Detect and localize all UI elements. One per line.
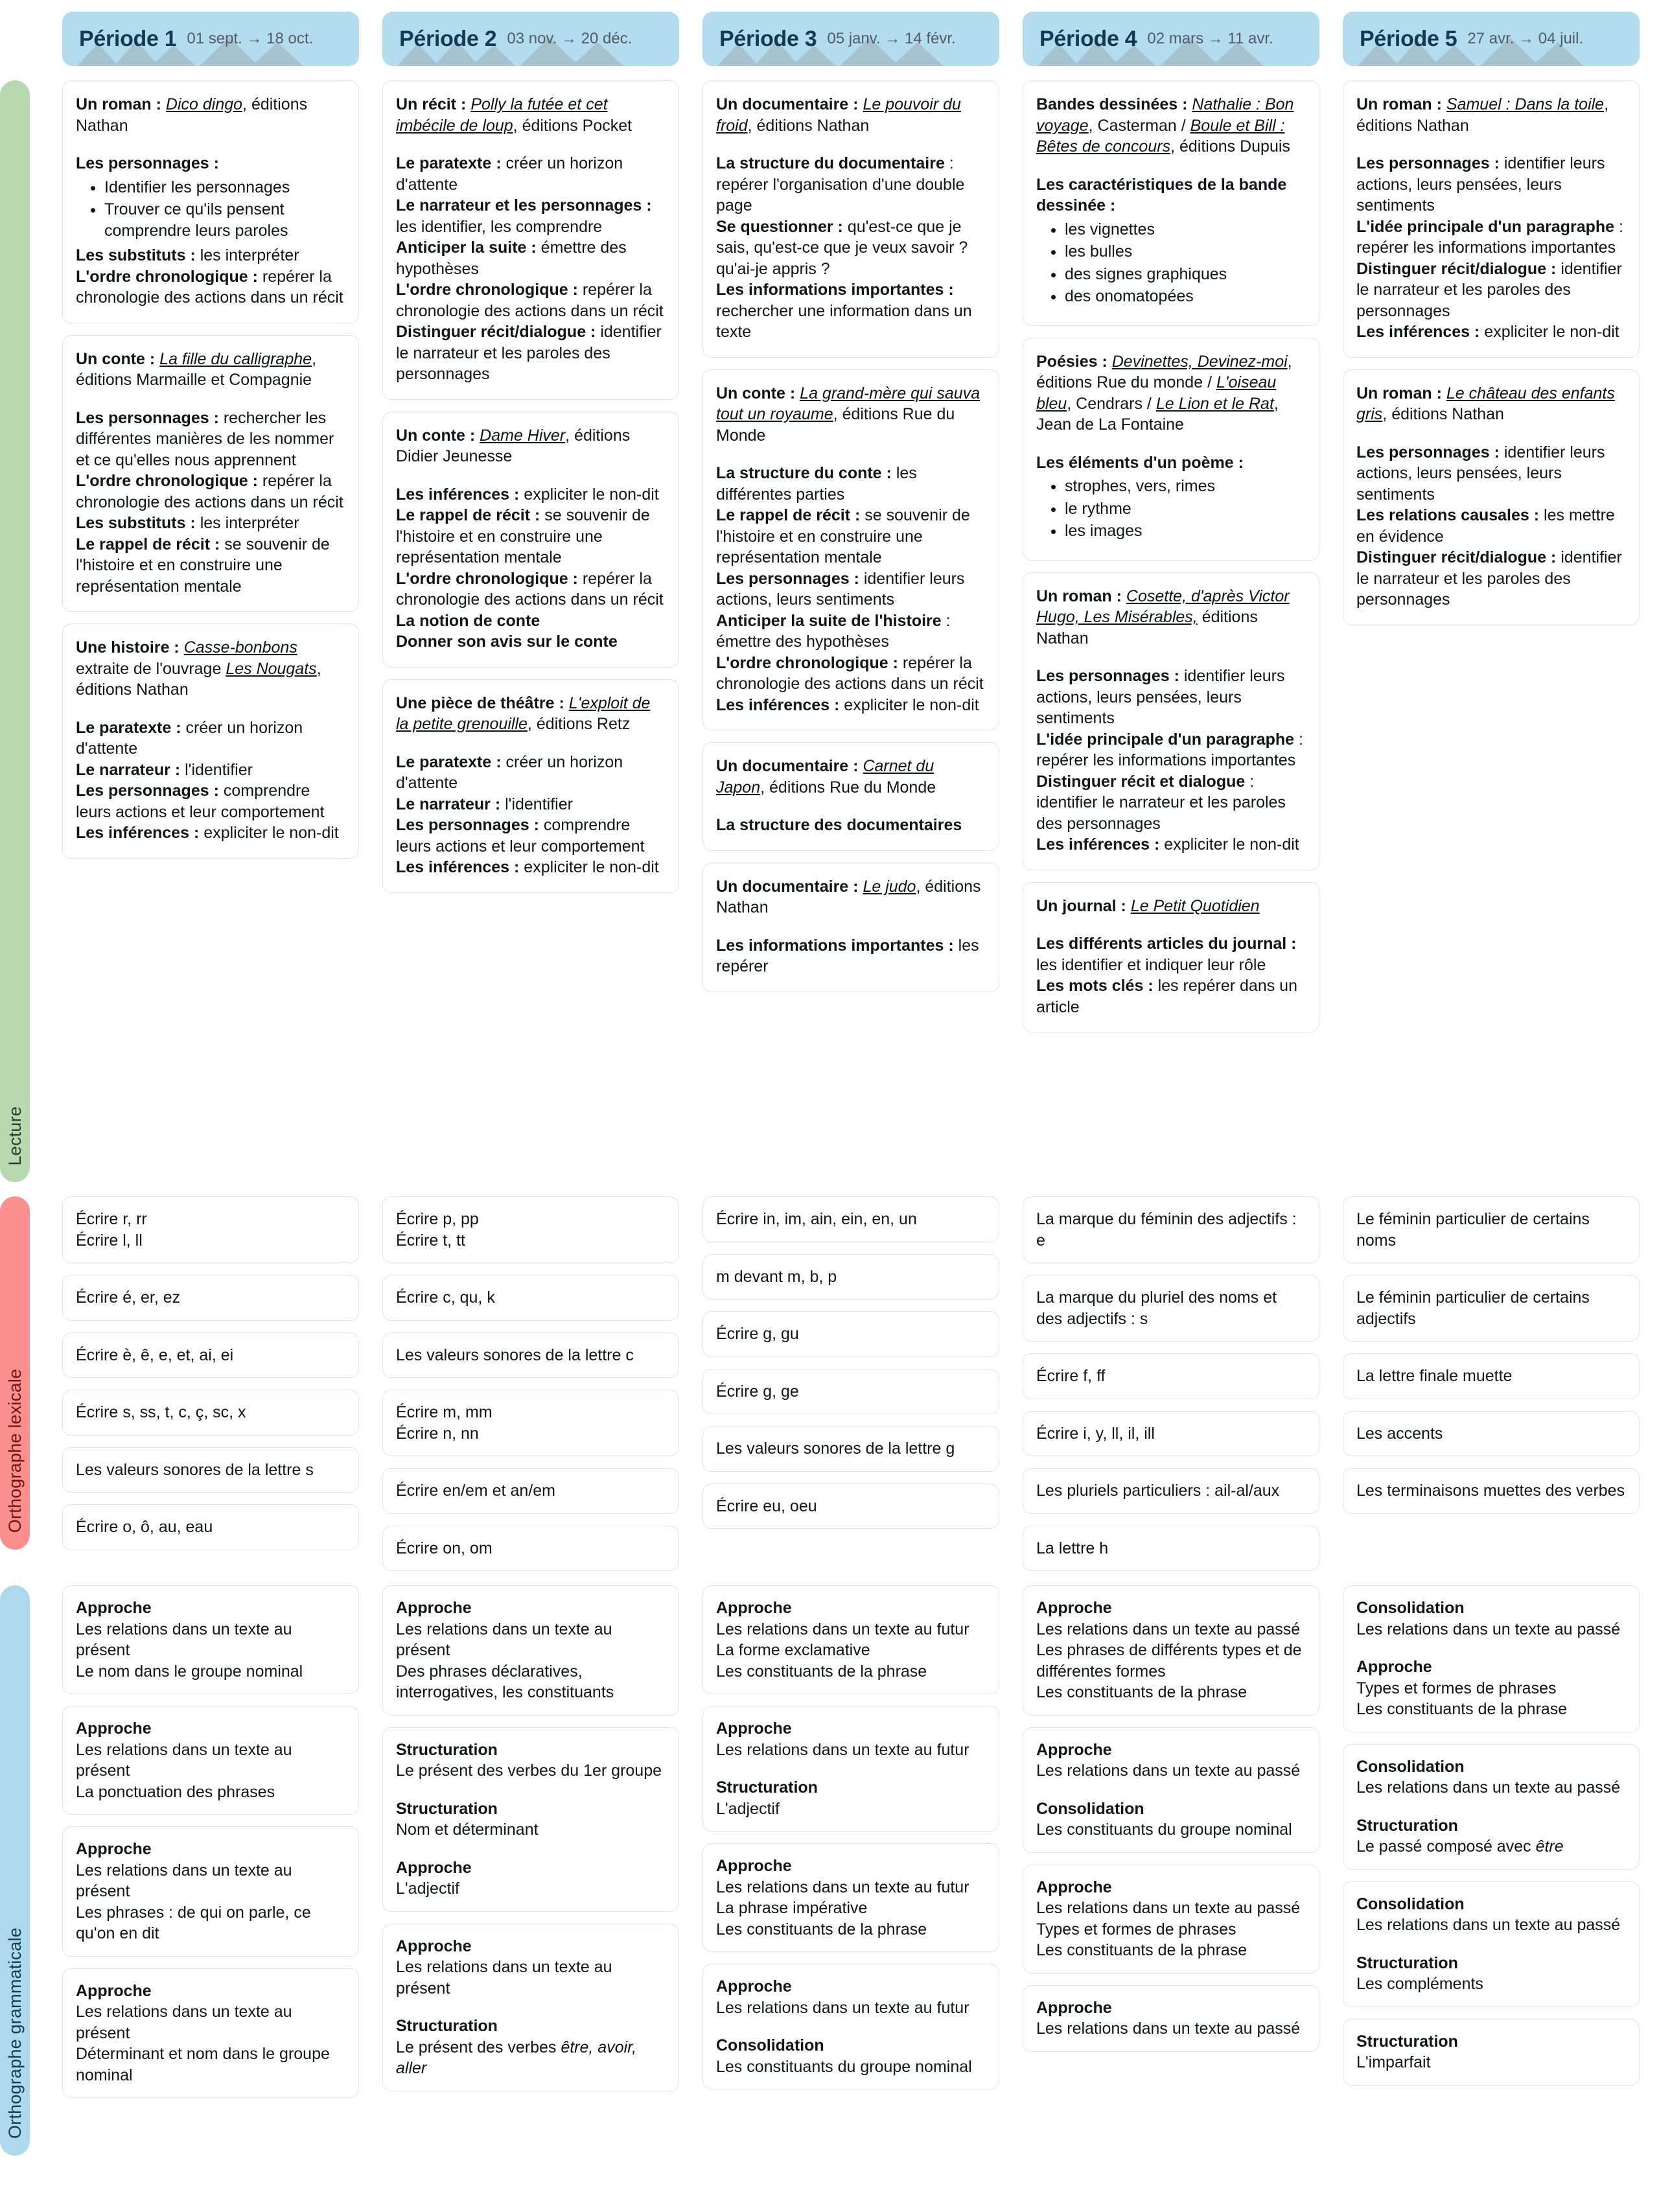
card-bullet: • les images [1065, 520, 1306, 542]
orthographe-lexicale-card [382, 1333, 679, 1379]
card-line: Écrire n, nn [396, 1424, 479, 1443]
rail-cell-lecture [0, 80, 39, 1182]
period-chip-4 [1023, 12, 1319, 66]
card-line: Écrire l, ll [76, 1231, 143, 1250]
card-group-heading: Structuration [396, 1799, 498, 1818]
orthographe-lexicale-card [62, 1390, 359, 1436]
gram-column-p4 [1023, 1585, 1319, 2052]
gram-column-p2 [382, 1585, 679, 2091]
orthographe-lexicale-card [1023, 1526, 1319, 1572]
card-line: L'imparfait [1356, 2053, 1431, 2071]
orthographe-lexicale-card [702, 1196, 999, 1242]
orthographe-grammaticale-card [1023, 1727, 1319, 1853]
card-line: Les personnages : rechercher les différentes manières de les nommer et ce qu'elles nous apprennent [76, 408, 334, 469]
card-line: L'ordre chronologique : repérer la chronologie des actions dans un récit [76, 472, 343, 511]
period-title: Période 3 [719, 26, 817, 51]
lecture-card [702, 369, 999, 731]
card-line: Les relations dans un texte au passé [1356, 1916, 1621, 1934]
card-line: Les relations dans un texte au présent [76, 1620, 292, 1659]
card-line: Les relations dans un texte au présent [76, 1861, 292, 1900]
lex-column-p2 [382, 1196, 679, 1571]
card-title: Un journal : Le Petit Quotidien [1036, 896, 1260, 915]
card-group-heading: Approche [396, 1937, 472, 1955]
card-group-heading: Consolidation [716, 2036, 824, 2055]
card-line: Anticiper la suite de l'histoire : émettre des hypothèses [716, 611, 951, 651]
card-line: La marque du pluriel des noms et des adjectifs : s [1036, 1288, 1277, 1328]
lecture-card [1023, 80, 1319, 326]
card-line: Écrire c, qu, k [396, 1288, 495, 1307]
card-line: Écrire g, ge [716, 1382, 799, 1401]
orthographe-lexicale-card [1023, 1196, 1319, 1263]
card-line: Les terminaisons muettes des verbes [1356, 1482, 1625, 1500]
card-line: L'adjectif [396, 1880, 459, 1898]
card-line: Les constituants de la phrase [1036, 1941, 1247, 1959]
card-line: L'adjectif [716, 1799, 780, 1818]
period-dates: 01 sept. → 18 oct. [187, 30, 314, 47]
orthographe-grammaticale-card [62, 1826, 359, 1957]
card-line: Écrire en/em et an/em [396, 1482, 555, 1500]
card-group-heading: Approche [1036, 1599, 1112, 1617]
card-group-heading: Structuration [1356, 1816, 1458, 1835]
card-line: L'idée principale d'un paragraphe : repérer les informations importantes [1036, 730, 1303, 769]
orthographe-lexicale-card [1343, 1275, 1640, 1342]
lecture-card [382, 679, 679, 893]
period-dates: 27 avr. → 04 juil. [1467, 30, 1584, 47]
card-line: Le rappel de récit : se souvenir de l'histoire et en construire une représentation mentale [396, 506, 650, 566]
card-line: Types et formes de phrases [1356, 1679, 1557, 1697]
period-chip-3 [702, 12, 999, 66]
lecture-card [62, 335, 359, 612]
orthographe-grammaticale-card [382, 1924, 679, 2091]
card-line: Les inférences : expliciter le non-dit [76, 824, 339, 842]
card-line: Les relations dans un texte au passé [1356, 1620, 1621, 1638]
card-line: Écrire eu, oeu [716, 1496, 817, 1515]
orthographe-grammaticale-card [702, 1964, 999, 2090]
card-line: Les accents [1356, 1424, 1443, 1443]
card-group-heading: Approche [1036, 1878, 1112, 1896]
orthographe-lexicale-card [1023, 1353, 1319, 1399]
orthographe-lexicale-card [382, 1468, 679, 1514]
section-lecture [0, 80, 1659, 1182]
card-line: Déterminant et nom dans le groupe nominal [76, 2045, 330, 2084]
lecture-card [1023, 338, 1319, 561]
orthographe-lexicale-card [62, 1275, 359, 1321]
card-line: La forme exclamative [716, 1641, 870, 1659]
lex-column-p4 [1023, 1196, 1319, 1571]
orthographe-lexicale-card [702, 1426, 999, 1472]
card-line: Les inférences : expliciter le non-dit [396, 858, 659, 876]
card-group-heading: Approche [1356, 1658, 1432, 1676]
card-bullet-list [76, 177, 345, 242]
period-title: Période 1 [79, 26, 177, 51]
card-line: L'ordre chronologique : repérer la chronologie des actions dans un récit [396, 281, 664, 320]
orthographe-lexicale-card [382, 1275, 679, 1321]
lecture-column-p4 [1023, 80, 1319, 1032]
card-title: Une pièce de théâtre : L'exploit de la petite grenouille, éditions Retz [396, 693, 651, 733]
card-line: Les informations importantes : rechercher une information dans un texte [716, 281, 972, 341]
rail-cell-orthographe-grammaticale [0, 1585, 39, 2156]
card-line: Les relations dans un texte au futur [716, 1620, 969, 1638]
card-line: Le narrateur : l'identifier [396, 795, 573, 813]
card-line: La marque du féminin des adjectifs : e [1036, 1210, 1297, 1250]
card-line: Les inférences : expliciter le non-dit [1036, 835, 1299, 854]
card-title: Un roman : Le château des enfants gris, éditions Nathan [1356, 384, 1615, 423]
orthographe-grammaticale-card [1023, 1985, 1319, 2052]
card-line: Les relations dans un texte au présent [396, 1620, 612, 1659]
card-line: Les relations dans un texte au passé [1036, 2020, 1301, 2038]
period-dates: 05 janv. → 14 févr. [827, 30, 956, 47]
card-line: Les relations dans un texte au futur [716, 1878, 969, 1896]
lecture-column-p3 [702, 80, 999, 992]
period-header-row [0, 0, 1659, 66]
card-line: m devant m, b, p [716, 1267, 837, 1286]
card-group-heading: Approche [716, 1977, 792, 1996]
card-line: L'ordre chronologique : repérer la chronologie des actions dans un récit [76, 267, 343, 307]
card-line: Les inférences : expliciter le non-dit [716, 695, 979, 714]
card-bullet: • strophes, vers, rimes [1065, 476, 1306, 497]
rail-label-lecture: Lecture [5, 1106, 25, 1165]
orthographe-lexicale-card [62, 1196, 359, 1263]
section-orthographe-grammaticale [0, 1585, 1659, 2156]
card-title: Un conte : La grand-mère qui sauva tout un royaume, éditions Rue du Monde [716, 384, 980, 445]
card-group-heading: Approche [396, 1858, 472, 1877]
orthographe-grammaticale-card [702, 1843, 999, 1952]
orthographe-grammaticale-card [1343, 2019, 1640, 2086]
orthographe-grammaticale-card [1023, 1865, 1319, 1973]
orthographe-lexicale-card [1343, 1196, 1640, 1263]
orthographe-lexicale-card [702, 1369, 999, 1415]
card-line: Les inférences : expliciter le non-dit [1356, 323, 1619, 341]
card-bullet-list [1036, 219, 1306, 307]
card-line: Le passé composé avec être [1356, 1837, 1564, 1856]
card-line: Écrire o, ô, au, eau [76, 1518, 213, 1536]
card-line: Les personnages : identifier leurs actions, leurs pensées, leurs sentiments [1036, 667, 1285, 727]
section-orthographe-lexicale [0, 1196, 1659, 1571]
card-line: Écrire i, y, ll, il, ill [1036, 1424, 1155, 1443]
card-line: L'idée principale d'un paragraphe : repérer les informations importantes [1356, 217, 1623, 257]
lecture-card [1023, 882, 1319, 1033]
card-line: Les relations dans un texte au passé [1356, 1778, 1621, 1797]
orthographe-grammaticale-card [1343, 1744, 1640, 1870]
card-group-heading: Approche [396, 1599, 472, 1617]
period-dates: 03 nov. → 20 déc. [507, 30, 632, 47]
card-title: Poésies : Devinettes, Devinez-moi, éditions Rue du monde / L'oiseau bleu, Cendrars / Le Lion et le Rat, Jean de La Fontaine [1036, 352, 1292, 434]
card-title: Un récit : Polly la futée et cet imbécile de loup, éditions Pocket [396, 95, 632, 135]
lecture-card [702, 80, 999, 358]
card-line: Le paratexte : créer un horizon d'attente [396, 154, 623, 194]
card-bullet-list [1036, 476, 1306, 542]
period-title: Période 5 [1360, 26, 1457, 51]
card-line: Le présent des verbes du 1er groupe [396, 1762, 662, 1780]
lex-column-p3 [702, 1196, 999, 1529]
card-line: Les valeurs sonores de la lettre g [716, 1439, 955, 1458]
lex-column-p5 [1343, 1196, 1640, 1514]
lecture-column-p2 [382, 80, 679, 893]
rail-cell-orthographe-lexicale [0, 1196, 39, 1550]
card-line: Les constituants du groupe nominal [716, 2057, 972, 2076]
card-group-heading: Approche [716, 1719, 792, 1738]
card-line: Le narrateur : l'identifier [76, 760, 253, 779]
card-line: Nom et déterminant [396, 1821, 539, 1839]
card-bullet: • le rythme [1065, 498, 1306, 520]
lecture-card [382, 412, 679, 668]
period-chip-5 [1343, 12, 1640, 66]
card-line: Les compléments [1356, 1975, 1483, 1993]
lecture-card [62, 80, 359, 323]
orthographe-grammaticale-card [702, 1706, 999, 1832]
card-group-heading: Consolidation [1356, 1599, 1465, 1617]
card-group-heading: Structuration [396, 1740, 498, 1759]
card-line: Types et formes de phrases [1036, 1920, 1236, 1938]
card-line: Les substituts : les interpréter [76, 514, 299, 532]
card-line: Les substituts : les interpréter [76, 246, 299, 264]
orthographe-grammaticale-card [62, 1706, 359, 1815]
period-chip-2 [382, 12, 679, 66]
lex-column-p1 [62, 1196, 359, 1550]
card-bullet: • les vignettes [1065, 219, 1306, 240]
card-line: Les phrases de différents types et de différentes formes [1036, 1641, 1302, 1681]
card-title: Un conte : Dame Hiver, éditions Didier Jeunesse [396, 426, 631, 465]
card-line: Les relations dans un texte au futur [716, 1998, 969, 2017]
rail-label-orthographe-lexicale: Orthographe lexicale [5, 1368, 25, 1533]
card-title: Un documentaire : Le judo, éditions Nathan [716, 877, 981, 916]
card-title: Un documentaire : Le pouvoir du froid, éditions Nathan [716, 95, 961, 135]
card-group-heading: Approche [1036, 1740, 1112, 1759]
card-line: Les personnages : identifier leurs actions, leurs pensées, leurs sentiments [1356, 154, 1605, 215]
lecture-card [702, 742, 999, 851]
orthographe-lexicale-card [382, 1390, 679, 1456]
card-line: Le narrateur et les personnages : les identifier, les comprendre [396, 196, 652, 236]
card-line: Écrire on, om [396, 1539, 493, 1557]
card-line: Les relations dans un texte au passé [1036, 1899, 1301, 1917]
lecture-card [1343, 80, 1640, 358]
card-line: Les différents articles du journal : les identifier et indiquer leur rôle [1036, 935, 1297, 974]
card-line: Les relations dans un texte au présent [76, 1740, 292, 1780]
card-line: Écrire t, tt [396, 1231, 465, 1250]
card-title: Un roman : Cosette, d'après Victor Hugo, Les Misérables, éditions Nathan [1036, 587, 1290, 647]
card-line: Les personnages : identifier leurs actions, leurs sentiments [716, 569, 965, 609]
card-line: La lettre h [1036, 1539, 1109, 1557]
card-group-heading: Structuration [1356, 2032, 1458, 2051]
card-group-heading: Consolidation [1036, 1799, 1144, 1818]
card-line: Le rappel de récit : se souvenir de l'histoire et en construire une représentation mentale [716, 506, 970, 566]
rail-label-orthographe-grammaticale: Orthographe grammaticale [5, 1927, 25, 2139]
card-line: La lettre finale muette [1356, 1367, 1513, 1385]
card-line: Les relations causales : les mettre en évidence [1356, 506, 1615, 546]
card-line: Les personnages : [76, 154, 219, 172]
card-line: Les constituants de la phrase [1036, 1683, 1247, 1701]
card-line: Les constituants de la phrase [716, 1920, 927, 1938]
card-line: Écrire r, rr [76, 1210, 147, 1228]
card-line: Les éléments d'un poème : [1036, 453, 1244, 472]
card-title: Bandes dessinées : Nathalie : Bon voyage, Casterman / Boule et Bill : Bêtes de concours, éditions Dupuis [1036, 95, 1294, 156]
card-line: La notion de conte [396, 611, 540, 630]
card-line: Les personnages : comprendre leurs actions et leur comportement [396, 816, 645, 856]
lecture-card [702, 863, 999, 992]
card-group-heading: Consolidation [1356, 1757, 1465, 1776]
card-line: L'ordre chronologique : repérer la chronologie des actions dans un récit [716, 653, 984, 693]
card-line: La phrase impérative [716, 1899, 868, 1917]
card-line: Écrire m, mm [396, 1403, 493, 1421]
rail-orthographe-lexicale [0, 1196, 30, 1550]
card-title: Un documentaire : Carnet du Japon, éditions Rue du Monde [716, 757, 936, 797]
period-title: Période 4 [1039, 26, 1137, 51]
card-group-heading: Approche [716, 1857, 792, 1875]
card-line: Les mots clés : les repérer dans un article [1036, 977, 1297, 1016]
card-line: Distinguer récit/dialogue : identifier le narrateur et les paroles des personnages [1356, 259, 1622, 320]
card-line: Les valeurs sonores de la lettre c [396, 1345, 634, 1364]
card-bullet: • des onomatopées [1065, 286, 1306, 307]
orthographe-lexicale-card [1023, 1468, 1319, 1514]
card-line: Les valeurs sonores de la lettre s [76, 1460, 314, 1479]
rail-orthographe-grammaticale [0, 1585, 30, 2156]
lecture-card [1023, 572, 1319, 870]
card-group-heading: Approche [716, 1599, 792, 1617]
card-line: Les personnages : comprendre leurs actions et leur comportement [76, 782, 325, 821]
card-line: Les relations dans un texte au présent [76, 2003, 292, 2042]
orthographe-grammaticale-card [1023, 1585, 1319, 1716]
orthographe-lexicale-card [1343, 1411, 1640, 1457]
card-title: Un roman : Dico dingo, éditions Nathan [76, 95, 308, 135]
orthographe-grammaticale-card [1343, 1585, 1640, 1732]
card-line: L'ordre chronologique : repérer la chronologie des actions dans un récit [396, 569, 664, 609]
card-line: Écrire è, ê, e, et, ai, ei [76, 1345, 234, 1364]
card-line: La structure des documentaires [716, 816, 962, 834]
card-line: Écrire é, er, ez [76, 1288, 181, 1307]
card-line: Les inférences : expliciter le non-dit [396, 485, 659, 504]
orthographe-grammaticale-card [382, 1585, 679, 1716]
card-line: Les relations dans un texte au présent [396, 1958, 612, 1997]
card-line: Les relations dans un texte au passé [1036, 1620, 1301, 1638]
orthographe-lexicale-card [1023, 1275, 1319, 1342]
card-group-heading: Approche [76, 1981, 152, 2000]
card-line: Les relations dans un texte au passé [1036, 1762, 1301, 1780]
card-line: Les personnages : identifier leurs actions, leurs pensées, leurs sentiments [1356, 443, 1605, 504]
card-line: Écrire in, im, ain, ein, en, un [716, 1210, 917, 1228]
card-line: Écrire s, ss, t, c, ç, sc, x [76, 1403, 246, 1421]
card-title: Une histoire : Casse-bonbons extraite de l'ouvrage Les Nougats, éditions Nathan [76, 638, 321, 699]
card-line: Les constituants de la phrase [716, 1662, 927, 1681]
card-line: Distinguer récit/dialogue : identifier le narrateur et les paroles des personnages [396, 323, 662, 383]
rail-lecture [0, 80, 30, 1182]
lecture-column-p5 [1343, 80, 1640, 625]
orthographe-lexicale-card [382, 1196, 679, 1263]
card-line: La ponctuation des phrases [76, 1782, 275, 1801]
card-line: Distinguer récit et dialogue : identifier le narrateur et les paroles des personnages [1036, 772, 1286, 833]
period-chip-1 [62, 12, 359, 66]
lecture-column-p1 [62, 80, 359, 859]
card-line: Les phrases : de qui on parle, ce qu'on en dit [76, 1903, 311, 1942]
card-line: Les constituants de la phrase [1356, 1700, 1568, 1718]
orthographe-lexicale-card [62, 1447, 359, 1493]
card-group-heading: Consolidation [1356, 1894, 1465, 1913]
gram-column-p3 [702, 1585, 999, 2090]
card-line: Les relations dans un texte au futur [716, 1740, 969, 1759]
card-line: Le féminin particulier de certains adjectifs [1356, 1288, 1590, 1328]
card-line: Écrire f, ff [1036, 1367, 1106, 1385]
card-line: La structure du documentaire : repérer l'organisation d'une double page [716, 154, 965, 215]
card-group-heading: Structuration [716, 1778, 818, 1797]
card-line: Se questionner : qu'est-ce que je sais, qu'est-ce que je veux savoir ? qu'ai-je appris ? [716, 217, 968, 278]
card-group-heading: Approche [76, 1599, 152, 1617]
period-dates: 02 mars → 11 avr. [1147, 30, 1273, 47]
orthographe-grammaticale-card [1343, 1881, 1640, 2007]
orthographe-lexicale-card [702, 1254, 999, 1300]
card-title: Un roman : Samuel : Dans la toile, éditions Nathan [1356, 95, 1609, 135]
card-group-heading: Structuration [396, 2017, 498, 2035]
card-bullet: • Trouver ce qu'ils pensent comprendre leurs paroles [104, 199, 345, 241]
orthographe-lexicale-card [702, 1311, 999, 1357]
card-group-heading: Structuration [1356, 1953, 1458, 1972]
card-bullet: • les bulles [1065, 241, 1306, 262]
card-group-heading: Approche [1036, 1998, 1112, 2017]
card-line: Le nom dans le groupe nominal [76, 1662, 303, 1681]
orthographe-lexicale-card [1023, 1411, 1319, 1457]
card-line: Donner son avis sur le conte [396, 633, 618, 651]
card-line: Les pluriels particuliers : ail-al/aux [1036, 1482, 1280, 1500]
card-group-heading: Approche [76, 1840, 152, 1858]
orthographe-grammaticale-card [62, 1968, 359, 2099]
orthographe-lexicale-card [702, 1484, 999, 1530]
card-line: Le paratexte : créer un horizon d'attente [396, 752, 623, 792]
orthographe-grammaticale-card [702, 1585, 999, 1694]
card-line: Écrire p, pp [396, 1210, 479, 1228]
card-bullet: • des signes graphiques [1065, 264, 1306, 285]
card-bullet: • Identifier les personnages [104, 177, 345, 198]
header-rail-spacer [0, 12, 39, 66]
card-line: Le féminin particulier de certains noms [1356, 1210, 1590, 1250]
card-title: Un conte : La fille du calligraphe, éditions Marmaille et Compagnie [76, 349, 317, 389]
card-line: Les caractéristiques de la bande dessinée : [1036, 175, 1287, 215]
card-line: Le paratexte : créer un horizon d'attente [76, 718, 303, 758]
orthographe-lexicale-card [382, 1526, 679, 1572]
card-line: La structure du conte : les différentes parties [716, 464, 917, 504]
card-line: Anticiper la suite : émettre des hypothèses [396, 239, 627, 278]
orthographe-lexicale-card [1343, 1353, 1640, 1399]
card-line: Distinguer récit/dialogue : identifier le narrateur et les paroles des personnages [1356, 548, 1622, 609]
orthographe-grammaticale-card [62, 1585, 359, 1694]
card-group-heading: Approche [76, 1719, 152, 1738]
lecture-card [382, 80, 679, 400]
period-title: Période 2 [399, 26, 497, 51]
card-line: Le présent des verbes être, avoir, aller [396, 2038, 637, 2077]
orthographe-lexicale-card [62, 1504, 359, 1550]
lecture-card [1343, 369, 1640, 625]
card-line: Les informations importantes : les repérer [716, 936, 979, 975]
orthographe-grammaticale-card [382, 1727, 679, 1912]
card-line: Le rappel de récit : se souvenir de l'histoire et en construire une représentation mentale [76, 535, 330, 596]
gram-column-p5 [1343, 1585, 1640, 2086]
card-line: Des phrases déclaratives, interrogatives, les constituants [396, 1662, 614, 1701]
card-line: Les constituants du groupe nominal [1036, 1821, 1292, 1839]
lecture-card [62, 623, 359, 859]
gram-column-p1 [62, 1585, 359, 2098]
orthographe-lexicale-card [1343, 1468, 1640, 1514]
orthographe-lexicale-card [62, 1333, 359, 1379]
card-line: Écrire g, gu [716, 1325, 799, 1343]
